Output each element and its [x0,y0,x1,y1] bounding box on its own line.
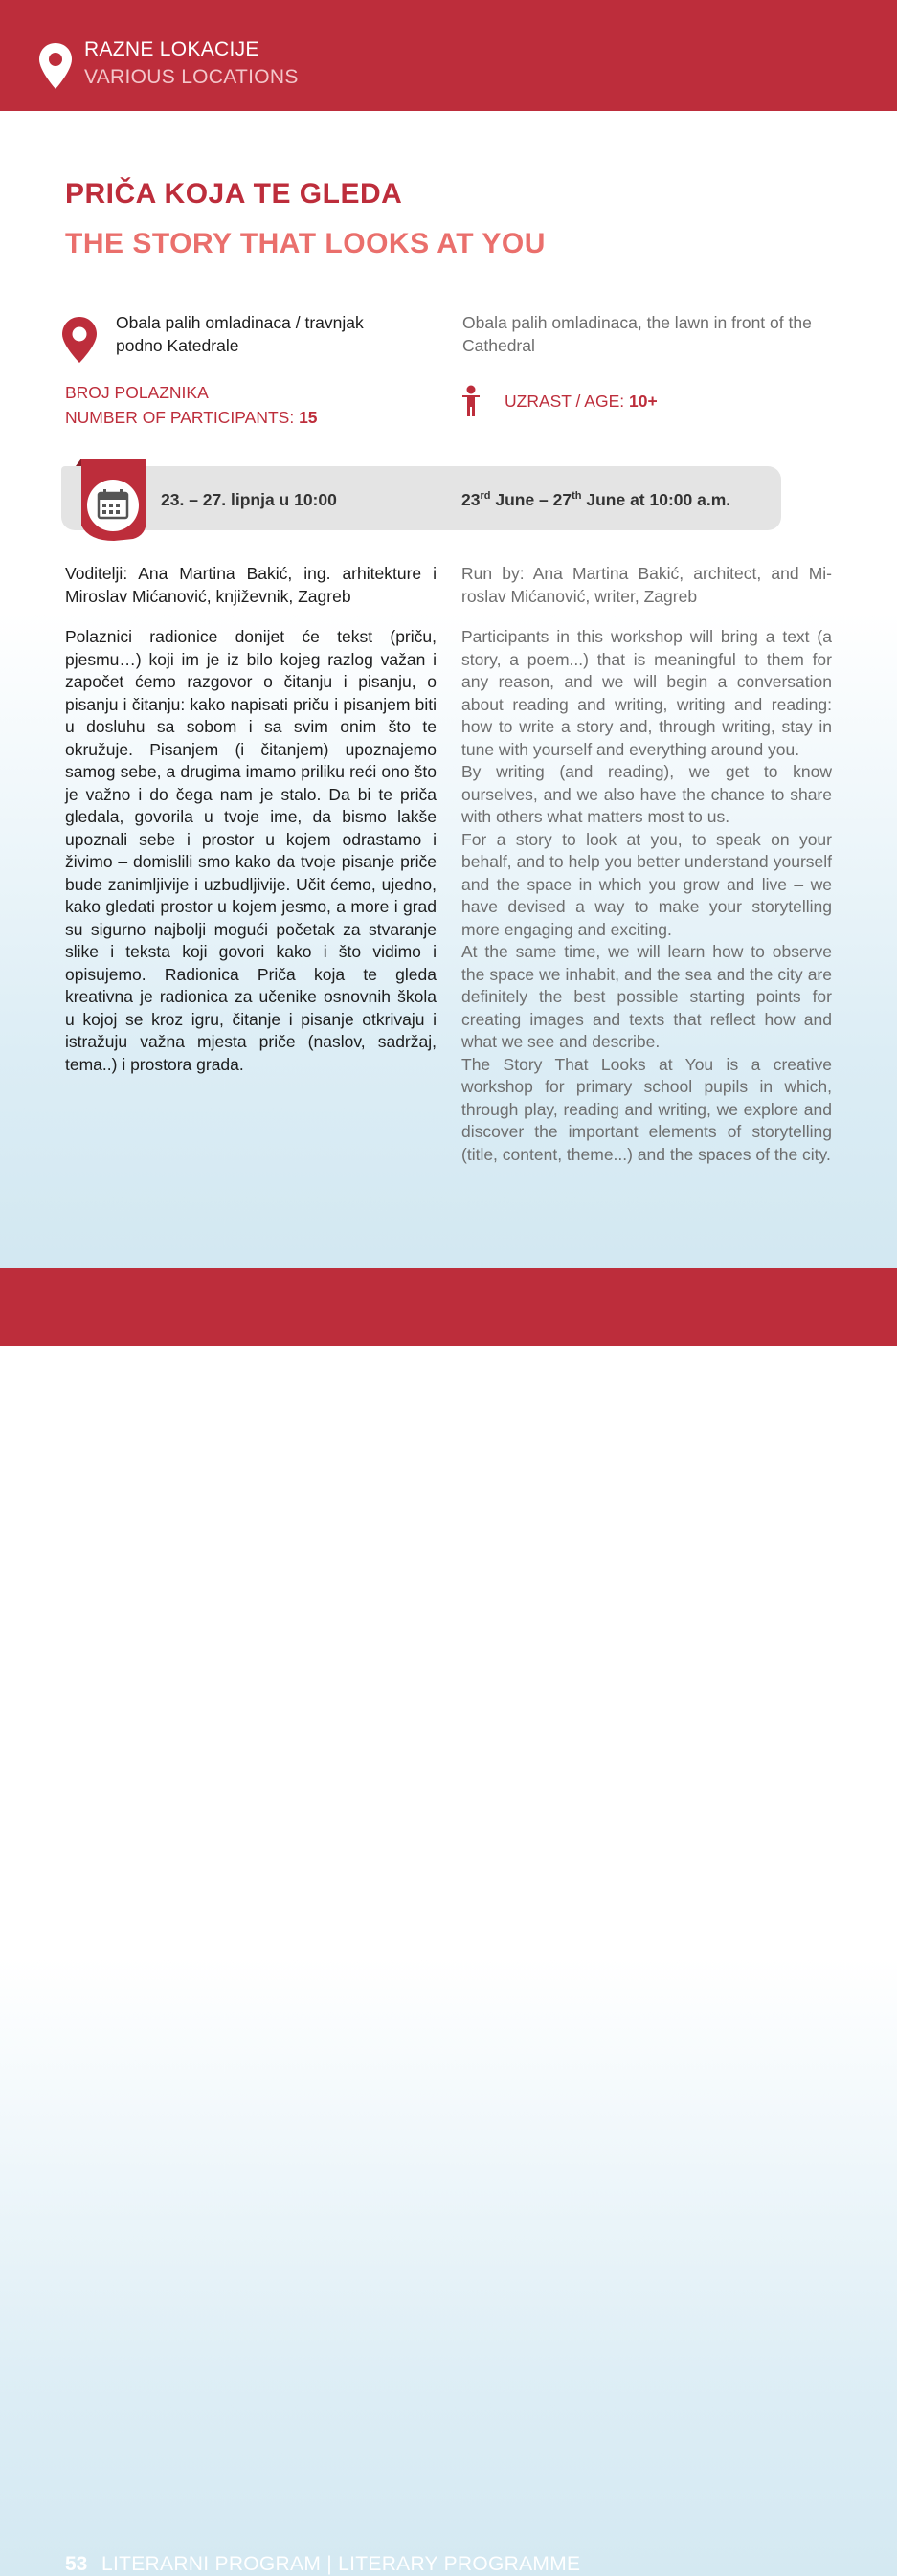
event-title-hr: PRIČA KOJA TE GLEDA [65,178,403,210]
date-en-mid: June – 27 [490,490,572,509]
participants-label-en [65,408,318,428]
programme-name: LITERARNI PROGRAM | LITERARY PROGRAMME [101,2553,581,2575]
description-en-paragraph: For a story to look at you, to speak on your behalf, and to help you better understand yourself and the space in which you grow and live – we have devised a way to make your storytelling more engaging and exciting. [461,829,832,939]
description-en-paragraph: The Story That Looks at You is a creative workshop for primary school pupils in which, through play, reading and writing, we explore and discover the important elements of storytelling (title, content, theme...) and the spaces of the city. [461,1054,832,1164]
date-hr: 23. – 27. lipnja u 10:00 [161,490,337,509]
section-title-en: VARIOUS LOCATIONS [84,66,299,88]
section-title-hr: RAZNE LOKACIJE [84,38,259,60]
page-header [0,0,897,111]
participants-count: 15 [299,408,318,427]
event-title-en: THE STORY THAT LOOKS AT YOU [65,228,546,259]
date-en-day1: 23 [461,490,481,509]
map-pin-icon [38,42,73,90]
location-en: Obala palih omladinaca, the lawn in front of the Cathedral [462,313,812,355]
date-en-end: June at 10:00 a.m. [581,490,731,509]
calendar-icon [76,459,146,541]
run-by-en: Run by: Ana Martina Bakić, architect, and Mi-roslav Mićanović, writer, Zagreb [461,564,832,606]
description-en-paragraph: By writing (and reading), we get to know ourselves, and we also have the chance to share with others what matters most to us. [461,762,832,826]
age-info [505,392,658,412]
description-hr: Polaznici radionice donijet će tekst (priču, pjesmu…) koji im je iz bilo kojeg razlog važan i započet ćemo razgovor o čitanju i pisanju, o pisanju i čitanju: kako napisati priču i pisanjem biti u dosluhu sa sobom i sa svim onim što te okružuje. Pisanjem (i čitanjem) upoznajemo samog sebe, a drugima imamo priliku reći ono što je važno i do čega nam je stalo. Da bi te priča gledala, govorila u tvoje ime, da bismo lakše upoznali sebe i prostor u kojem odrastamo i živimo – domislili smo kako da tvoje pisanje priče bude zanimljivije i uzbudljivije. Učit ćemo, ujedno, kako gledati prostor u kojem jesmo, a more i grad su sigurno najbolji mogući početak za stvaranje slike i teksta koji govori kako i što vidimo i opisujemo. Radionica Priča koja te gleda kreativna je radionica za učenike osnovnih škola u kojoj se kroz igru, čitanje i pisanje otkrivaju i istražuju važna mjesta priče (naslov, sadržaj, tema..) i prostora grada. [65,627,437,1074]
location-hr: Obala palih omladinaca / travnjak podno Katedrale [116,313,364,355]
participants-label-hr: BROJ POLAZNIKA [65,383,209,402]
age-value: 10+ [629,392,658,411]
description-en [461,626,832,1166]
page-footer [0,1268,897,2575]
page-number: 53 [65,2553,88,2575]
description-en-paragraph: Participants in this workshop will bring a text (a story, a poem...) that is meaningful to them for any reason, and we will begin a conversation about reading and writing, writing and reading: how to write a story and, through writing, stay in tune with yourself and everything around you. [461,627,832,759]
date-en-sup1: rd [480,490,491,503]
person-icon [460,385,482,417]
map-pin-icon [61,316,98,364]
run-by-hr: Voditelji: Ana Martina Bakić, ing. arhitekture i Miroslav Mićanović, književnik, Zagreb [65,564,437,606]
participants-label-text: NUMBER OF PARTICIPANTS: [65,408,295,427]
description-en-paragraph: At the same time, we will learn how to observe the space we inhabit, and the sea and the city are definitely the best possible starting points for creating images and texts that reflect how and what we see and describe. [461,942,832,1051]
date-en-sup2: th [572,490,582,503]
date-en [461,490,730,510]
age-label: UZRAST / AGE: [505,392,625,411]
